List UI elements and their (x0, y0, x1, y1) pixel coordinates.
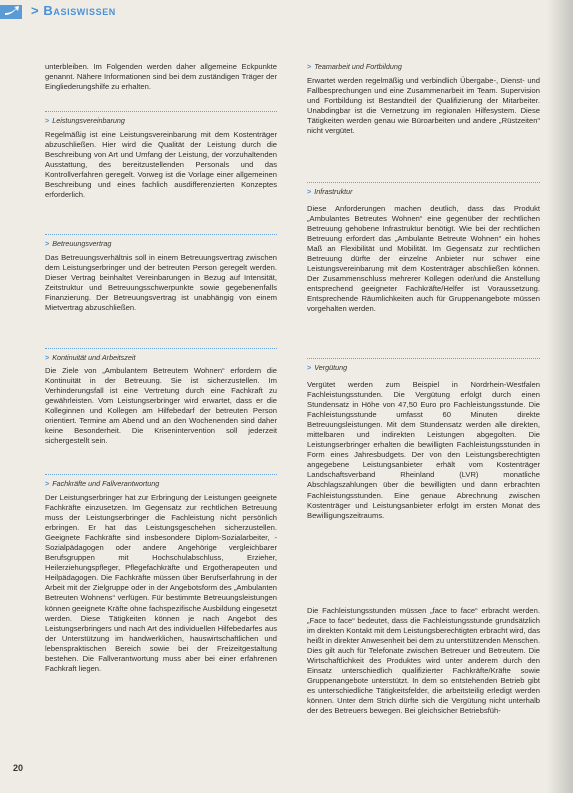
section-heading: > Vergütung (307, 358, 540, 372)
section-paragraph: Diese Anforderungen machen deutlich, dass das Produkt „Ambulantes Betreutes Wohnen“ eine gegenüber der rechtlichen Betreuung gehobene Infrastruktur benötigt. Wie bei der rechtlichen Betreuung erfordert das „Ambulante Betreute Wohnen“ ein hohes Maß an Flexibilität und Mobilität. Im Gegensatz zur rechtlichen Betreuung dürfte der einzelne Anbieter nur schwer eine Leistungsvereinbarung mit dem Kostenträger abschließen können. Der Zusammenschluss mehrerer Kollegen oder/und die Anstellung entsprechend geeigneter Fachkräfte/Helfer ist Voraussetzung. Entsprechende Räumlichkeiten auch für Gruppenangebote müssen vorgehalten werden. (307, 204, 540, 314)
section-heading: > Infrastruktur (307, 182, 540, 196)
chevron-right-icon: > (45, 116, 50, 125)
chevron-right-icon: > (45, 239, 50, 248)
chevron-right-icon: > (45, 479, 50, 488)
chevron-right-icon: > (307, 363, 312, 372)
section-paragraph: Erwartet werden regelmäßig und verbindlich Übergabe-, Dienst- und Fallbesprechungen und eine Zusammenarbeit im Team. Supervision und Fortbildung ist Bestandteil der Qualifizierung der Mitarbeiter. Unabdingbar ist die Vernetzung im regionalen Hilfesystem. Diese Tätigkeiten werden genau wie Büroarbeiten und andere „Rüstzeiten“ nicht vergütet. (307, 76, 540, 136)
section-paragraph: Das Betreuungsverhältnis soll in einem Betreuungsvertrag zwischen dem Leistungserbringer und der betreuten Person geregelt werden. Dieser Vertrag beinhaltet Vereinbarungen in Bezug auf Intensität, Zeitstruktur und Betreuungsschwerpunkte sowie gegebenenfalls Finanzierung. Der Betreuungsvertrag ist unabhängig von einem Mietvertrag abzuschließen. (45, 253, 277, 313)
section-paragraph: Vergütet werden zum Beispiel in Nordrhein-Westfalen Fachleistungsstunden. Die Vergütung erfolgt durch einen Stundensatz in Höhe von 47,50 Euro pro Fachleistungsstunde. Die Fachleistungsstunde umfasst 60 Minuten direkte Betreuungsleistungen. Mit dem Stundensatz werden alle direkten, mittelbaren und indirekten Leistungen abgegolten. Die Leistungserbringer erhalten die bewilligten Fachleistungsstunden in Form eines Jahresbudgets. Der von den Leistungsberechtigten angegebene Leistungsanbieter erhält vom Kostenträger Landschaftsverband Rheinland (LVR) monatliche Abschlagszahlungen über die bewilligten und dann erbrachten Fachleistungsstunden. Eine genaue Abrechnung zwischen Kostenträger und Leistungsanbieter erfolgt im ersten Monat des Bewilligungszeitraums. (307, 380, 540, 520)
intro-paragraph: unterbleiben. Im Folgenden werden daher allgemeine Eckpunkte genannt. Nähere Informationen sind bei dem zuständigen Träger der Eingliederungshilfe zu erhalten. (45, 62, 277, 92)
section-paragraph: Die Ziele von „Ambulantem Betreutem Wohnen“ erfordern die Kontinuität in der Betreuung. Sie ist sicherzustellen. Im Verhinderungsfall ist eine Vertretung durch eine Fachkraft zu gewährleisten. Vom Leistungserbringer wird erwartet, dass er die Kolleginnen und Kollegen am Hilfebedarf der betreuten Person orientiert. Termine am Abend und an den Wochenenden sind daher keine Besonderheit. Die Krisenintervention soll jederzeit sichergestellt sein. (45, 366, 277, 446)
section-title: > Basiswissen (31, 3, 116, 18)
chevron-right-icon: > (307, 187, 312, 196)
section-heading: > Fachkräfte und Fallverantwortung (45, 474, 277, 488)
page-edge-shadow (547, 0, 573, 793)
chevron-right-icon: > (45, 353, 50, 362)
section-heading: > Kontinuität und Arbeitszeit (45, 348, 277, 362)
section-paragraph: Regelmäßig ist eine Leistungsvereinbarung mit dem Kostenträger abzuschließen. Hier wird die Qualität der Leistung durch die Beschreibung von Art und Umfang der Leistung, der vorzuhaltenden Ausstattung, des bereitzustellenden Personals und das Kontrollverfahren geregelt. Vorweg ist die Vorlage einer allgemeinen Beschreibung und eines fachlich ausdifferenzierten Konzeptes erforderlich. (45, 130, 277, 200)
section-heading: > Teamarbeit und Fortbildung (307, 62, 402, 71)
arrow-logo-icon (4, 6, 22, 18)
chevron-right-icon: > (307, 62, 312, 71)
section-heading: > Betreuungsvertrag (45, 234, 277, 248)
section-paragraph: Die Fachleistungsstunden müssen „face to face“ erbracht werden. „Face to face“ bedeutet, dass die Fachleistungsstunde grundsätzlich im direkten Kontakt mit dem Leistungsberechtigten erbracht wird, das heißt in direkter Anwesenheit bei dem zu unterstützenden Menschen. Dies gilt auch für Telefonate zwischen Betreuer und Betreutem. Die Wirtschaftlichkeit des Produktes wird unter anderem durch den Einsatz unterschiedlich qualifizierter Fachkräfte/Kräfte sowie Gruppenangebote unterstützt. In dem so entstehenden Betrieb gibt es unterschiedliche Tätigkeitsfelder, die arbeitsteilig erledigt werden können. Unter dem Strich dürfte sich die Vergütung nicht unterhalb der des Betreuers bewegen. Bei gleichsicher Betriebsfüh- (307, 606, 540, 716)
page-number: 20 (13, 763, 24, 773)
page-header (0, 0, 573, 28)
section-paragraph: Der Leistungserbringer hat zur Erbringung der Leistungen geeignete Fachkräfte einzusetzen. Im Gegensatz zur rechtlichen Betreuung muss der Leistungserbringer die Fachleistung nicht persönlich erbringen. Er hat das Leistungsgeschehen sicherzustellen. Geeignete Fachkräfte sind insbesondere Diplom-Sozialarbeiter, -Sozialpädagogen oder andere Angehörige vergleichbarer Berufsgruppen mit Hochschulabschluss, Erzieher, Heilerziehungspfleger, Pflegefachkräfte und Ergotherapeuten und Heilpädagogen. Die Fachkräfte müssen über Berufserfahrung in der Arbeit mit der Zielgruppe oder in der Angebotsform des „Ambulanten Betreuten Wohnens“ verfügen. Für bestimmte Betreuungsleistungen können geeignete Kräfte ohne fachspezifische Ausbildung eingesetzt werden. Diese Tätigkeiten können je nach Angebot des Leistungserbringers und nach Art des individuellen Hilfebedarfes aus der Unterstützung im handwerklichen, hauswirtschaftlichen und lebenspraktischen Bereich sowie bei der Freizeitgestaltung bestehen. Die Fallverantwortung muss aber bei einer erfahrenen Fachkraft liegen. (45, 493, 277, 673)
section-heading: > Leistungsvereinbarung (45, 111, 277, 125)
